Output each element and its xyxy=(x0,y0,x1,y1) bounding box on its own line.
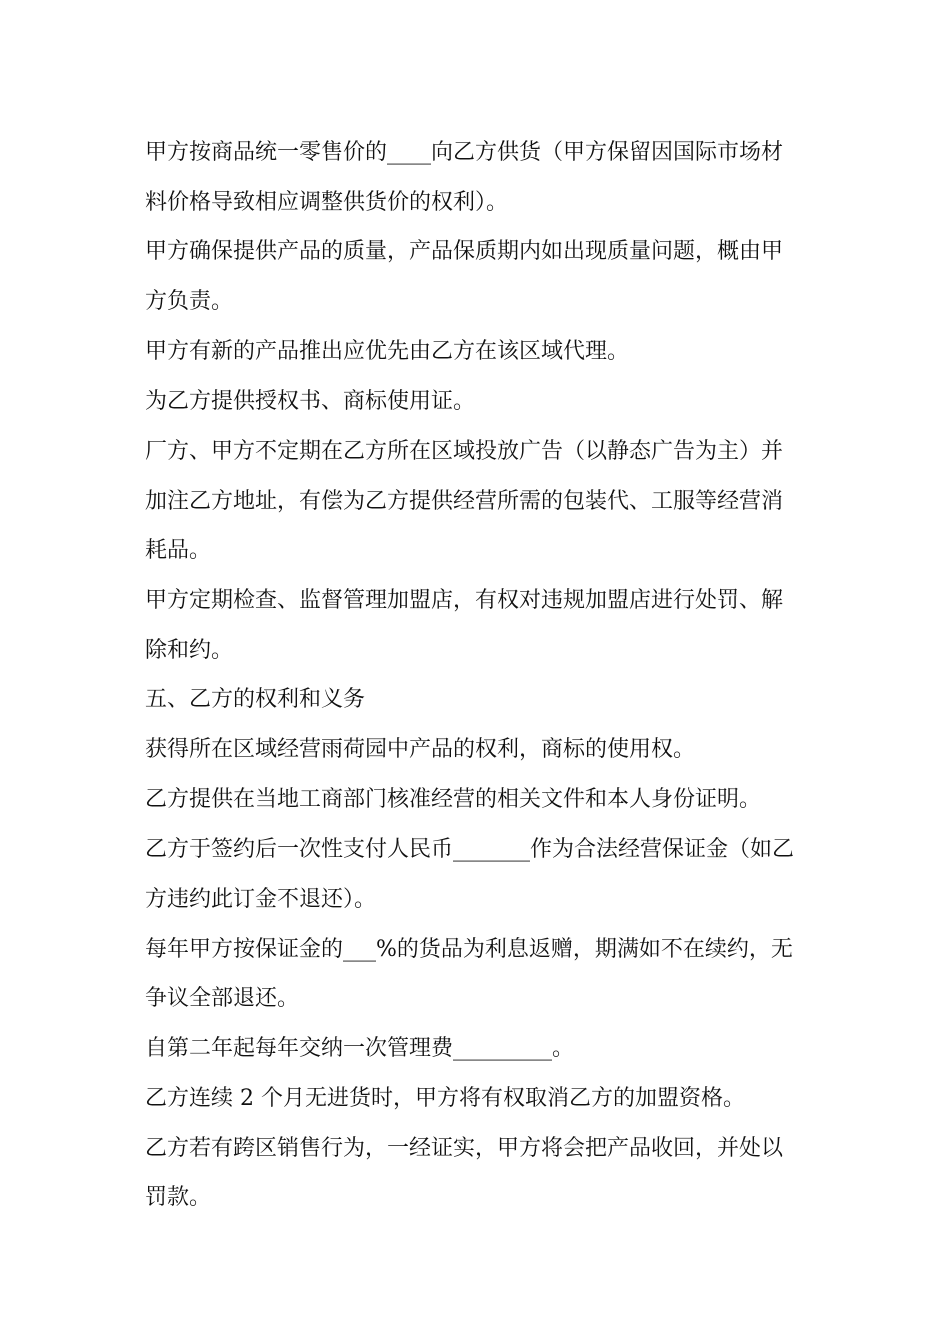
section-heading: 五、乙方的权利和义务 xyxy=(145,687,366,712)
text-line: 乙方于签约后一次性支付人民币_______作为合法经营保证金（如乙 xyxy=(145,837,795,862)
text-line: 争议全部退还。 xyxy=(145,986,300,1011)
text-line: 除和约。 xyxy=(145,638,234,663)
text-line: 获得所在区域经营雨荷园中产品的权利，商标的使用权。 xyxy=(145,737,696,762)
text-line: 乙方若有跨区销售行为，一经证实，甲方将会把产品收回，并处以 xyxy=(145,1136,784,1161)
text-line: 自第二年起每年交纳一次管理费_________。 xyxy=(145,1036,575,1061)
text-line: 甲方有新的产品推出应优先由乙方在该区域代理。 xyxy=(145,339,630,364)
text-line: 甲方按商品统一零售价的____向乙方供货（甲方保留因国际市场材 xyxy=(145,140,784,165)
text-line: 耗品。 xyxy=(145,538,212,563)
text-line: 厂方、甲方不定期在乙方所在区域投放广告（以静态广告为主）并 xyxy=(145,439,784,464)
text-line: 每年甲方按保证金的___%的货品为利息返赠，期满如不在续约，无 xyxy=(145,937,793,962)
text-line: 方违约此订金不退还）。 xyxy=(145,887,377,912)
text-line: 甲方定期检查、监督管理加盟店，有权对违规加盟店进行处罚、解 xyxy=(145,588,784,613)
text-line: 罚款。 xyxy=(145,1185,212,1210)
text-line: 乙方提供在当地工商部门核准经营的相关文件和本人身份证明。 xyxy=(145,787,762,812)
text-line: 乙方连续 2 个月无进货时，甲方将有权取消乙方的加盟资格。 xyxy=(145,1086,745,1111)
text-line: 为乙方提供授权书、商标使用证。 xyxy=(145,389,476,414)
text-line: 方负责。 xyxy=(145,289,234,314)
text-line: 加注乙方地址，有偿为乙方提供经营所需的包装代、工服等经营消 xyxy=(145,489,784,514)
text-line: 料价格导致相应调整供货价的权利）。 xyxy=(145,190,509,215)
text-line: 甲方确保提供产品的质量，产品保质期内如出现质量问题，概由甲 xyxy=(145,239,784,264)
